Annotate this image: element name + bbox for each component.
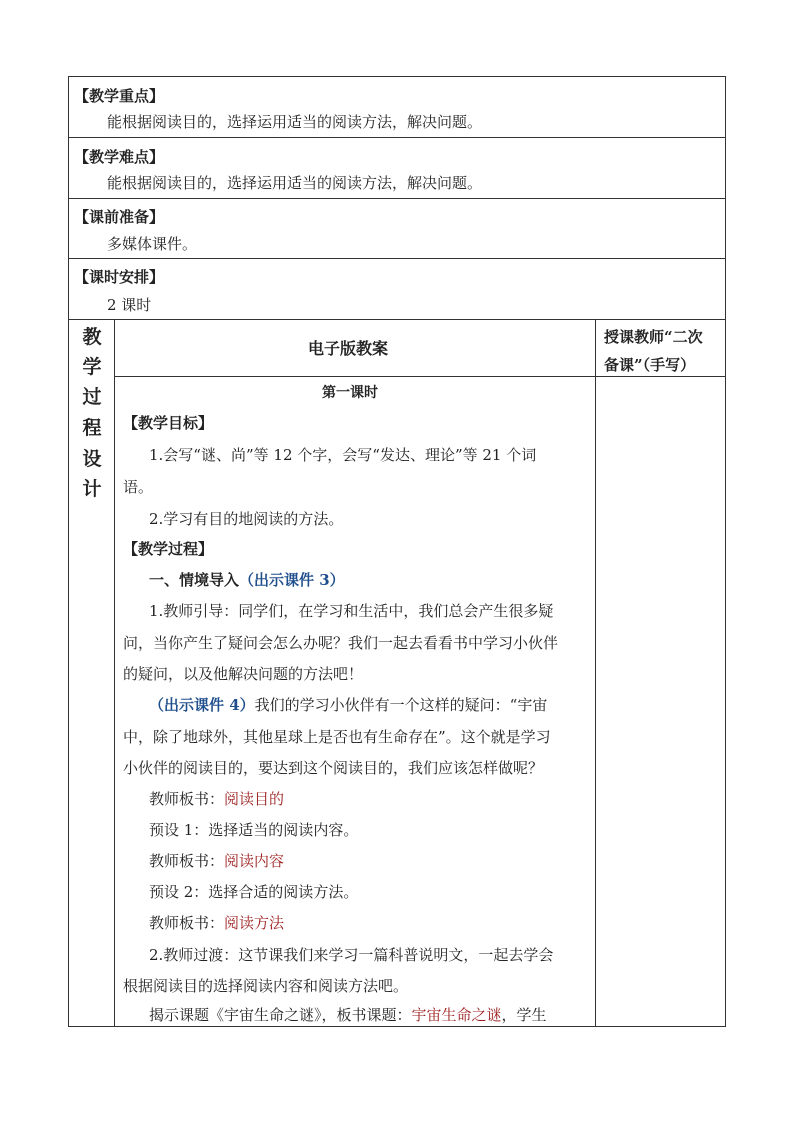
side-label-char: 程 [82, 417, 102, 439]
section-heading: 【课前准备】 [74, 208, 165, 226]
paragraph-text: 揭示课题《宇宙生命之谜》，板书课题： [149, 1006, 412, 1024]
side-label-char: 过 [82, 386, 102, 408]
step-title: 一、情境导入 [149, 571, 240, 589]
section-content: 能根据阅读目的，选择运用适当的阅读方法，解决问题。 [107, 113, 483, 131]
section-content: 2 课时 [107, 296, 152, 314]
table-border-bottom [68, 1026, 726, 1027]
paragraph-line: 小伙伴的阅读目的，要达到这个阅读目的，我们应该怎样做呢？ [123, 759, 544, 777]
board-prefix: 教师板书： [149, 914, 225, 932]
paragraph-line: 问，当你产生了疑问会怎么办呢？我们一起去看看书中学习小伙伴 [123, 634, 559, 652]
preset-line: 预设 2：选择合适的阅读方法。 [149, 883, 359, 901]
column-divider [595, 319, 596, 1027]
step-title-line [149, 570, 345, 590]
paragraph-text: 我们的学习小伙伴有一个这样的疑问：“宇宙 [254, 696, 548, 714]
board-text: 阅读内容 [224, 852, 285, 870]
board-text: 宇宙生命之谜 [411, 1006, 502, 1024]
preset-line: 预设 1：选择适当的阅读内容。 [149, 821, 359, 839]
table-border-top [68, 76, 726, 77]
process-heading: 【教学过程】 [123, 540, 214, 558]
section-heading: 【教学重点】 [74, 87, 165, 105]
goals-heading: 【教学目标】 [123, 414, 214, 432]
side-label-char: 学 [82, 356, 102, 378]
row-divider [68, 258, 726, 259]
side-label-char: 计 [82, 478, 102, 500]
goal-item: 2.学习有目的地阅读的方法。 [149, 510, 344, 528]
board-line [149, 913, 284, 933]
board-text: 阅读目的 [224, 790, 285, 808]
column-divider [114, 319, 115, 1027]
board-line [149, 851, 284, 871]
goal-item: 语。 [123, 478, 154, 496]
teacher-column-header: 备课”（手写） [604, 356, 696, 374]
courseware-ref: （出示课件 4） [149, 696, 255, 714]
paragraph-text: ，学生 [501, 1006, 547, 1024]
board-prefix: 教师板书： [149, 790, 225, 808]
board-line [149, 789, 284, 809]
courseware-ref: （出示课件 3） [239, 571, 345, 589]
paragraph-line: 的疑问，以及他解决问题的方法吧！ [123, 665, 364, 683]
table-border-right [725, 76, 726, 1027]
goal-item: 1.会写“谜、尚”等 12 个字，会写“发达、理论”等 21 个词 [149, 446, 537, 464]
section-heading: 【教学难点】 [74, 148, 165, 166]
board-prefix: 教师板书： [149, 852, 225, 870]
board-text: 阅读方法 [224, 914, 285, 932]
paragraph-line [149, 695, 547, 715]
row-divider [68, 198, 726, 199]
side-label-char: 教 [82, 326, 102, 348]
header-divider [114, 376, 726, 377]
paragraph-line: 2.教师过渡：这节课我们来学习一篇科普说明文，一起去学会 [149, 946, 554, 964]
table-border-left [68, 76, 69, 1027]
teacher-column-header: 授课教师“二次 [604, 328, 703, 346]
section-heading: 【课时安排】 [74, 268, 165, 286]
side-label-char: 设 [82, 448, 102, 470]
paragraph-line: 根据阅读目的选择阅读内容和阅读方法吧。 [123, 977, 409, 995]
row-divider [68, 319, 726, 320]
main-column-header: 电子版教案 [308, 339, 389, 358]
row-divider [68, 137, 726, 138]
paragraph-line: 1.教师引导：同学们，在学习和生活中，我们总会产生很多疑 [149, 602, 554, 620]
section-content: 多媒体课件。 [107, 235, 198, 253]
paragraph-line: 中，除了地球外，其他星球上是否也有生命存在”。这个就是学习 [123, 728, 551, 746]
lesson-title: 第一课时 [322, 385, 378, 401]
section-content: 能根据阅读目的，选择运用适当的阅读方法，解决问题。 [107, 174, 483, 192]
paragraph-line [149, 1005, 547, 1025]
